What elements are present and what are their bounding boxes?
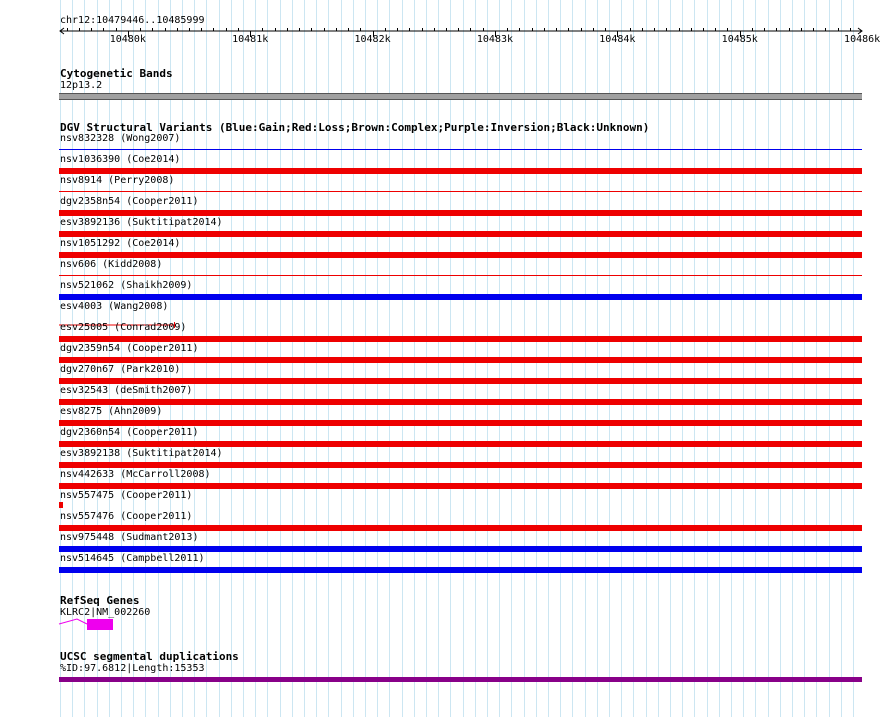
- dgv-variant-label: esv25005 (Conrad2009): [60, 322, 187, 333]
- dgv-variant-label: nsv8914 (Perry2008): [60, 175, 175, 186]
- dgv-variant-bar[interactable]: [59, 483, 862, 489]
- dgv-variant-label: nsv1051292 (Coe2014): [60, 238, 181, 249]
- ruler-tick-label: 10481k: [232, 34, 269, 45]
- dgv-variant-label: nsv606 (Kidd2008): [60, 259, 163, 270]
- dgv-variant-label: dgv2359n54 (Cooper2011): [60, 343, 199, 354]
- dgv-variant-bar[interactable]: [59, 191, 862, 192]
- refseq-gene-label: KLRC2|NM_002260: [60, 607, 151, 618]
- dgv-variant-bar[interactable]: [59, 378, 862, 384]
- dgv-variant-label: esv3892136 (Suktitipat2014): [60, 217, 223, 228]
- dgv-variant-bar[interactable]: [59, 210, 862, 216]
- dgv-variant-label: nsv514645 (Campbell2011): [60, 553, 205, 564]
- dgv-variant-bar[interactable]: [59, 168, 862, 174]
- dgv-variant-label: esv8275 (Ahn2009): [60, 406, 163, 417]
- dgv-variant-label: esv32543 (deSmith2007): [60, 385, 193, 396]
- ruler-axis: [0, 0, 890, 60]
- refseq-track-title[interactable]: RefSeq Genes: [60, 594, 140, 607]
- dgv-variant-label: dgv2358n54 (Cooper2011): [60, 196, 199, 207]
- dgv-variant-label: nsv1036390 (Coe2014): [60, 154, 181, 165]
- segdup-label: %ID:97.6812|Length:15353: [60, 663, 205, 674]
- dgv-variant-label: nsv442633 (McCarroll2008): [60, 469, 211, 480]
- dgv-variant-bar[interactable]: [59, 231, 862, 237]
- dgv-variant-bar[interactable]: [59, 252, 862, 258]
- cytoband-bar[interactable]: [59, 93, 862, 100]
- dgv-variant-bar[interactable]: [59, 336, 862, 342]
- dgv-track-title[interactable]: DGV Structural Variants (Blue:Gain;Red:Loss;Brown:Complex;Purple:Inversion;Black:Unknown): [60, 121, 650, 134]
- cytoband-label: 12p13.2: [60, 80, 103, 91]
- ruler-tick-label: 10484k: [599, 34, 636, 45]
- ruler-tick-label: 10485k: [721, 34, 758, 45]
- cytoband-track-title[interactable]: Cytogenetic Bands: [60, 67, 173, 80]
- dgv-variant-label: nsv557475 (Cooper2011): [60, 490, 193, 501]
- dgv-variant-bar[interactable]: [59, 294, 862, 300]
- ruler-tick-label: 10486k: [844, 34, 881, 45]
- ruler-tick-label: 10480k: [109, 34, 146, 45]
- dgv-variant-label: nsv557476 (Cooper2011): [60, 511, 193, 522]
- dgv-variant-bar[interactable]: [59, 357, 862, 363]
- dgv-variant-bar[interactable]: [59, 420, 862, 426]
- dgv-variant-bar[interactable]: [59, 502, 63, 508]
- ruler-tick-label: 10483k: [476, 34, 514, 45]
- dgv-variant-label: dgv270n67 (Park2010): [60, 364, 181, 375]
- dgv-variant-bar[interactable]: [59, 567, 862, 573]
- dgv-variant-label: nsv521062 (Shaikh2009): [60, 280, 193, 291]
- dgv-variant-label: nsv832328 (Wong2007): [60, 133, 181, 144]
- gene-exon-block: [87, 619, 113, 630]
- dgv-variant-bar[interactable]: [59, 399, 862, 405]
- dgv-variant-bar[interactable]: [59, 546, 862, 552]
- dgv-variant-bar[interactable]: [59, 275, 862, 276]
- ruler-tick-label: 10482k: [354, 34, 391, 45]
- dgv-variant-label: esv4003 (Wang2008): [60, 301, 169, 312]
- dgv-variant-bar[interactable]: [59, 462, 862, 468]
- segdup-bar[interactable]: [59, 677, 862, 682]
- dgv-variant-bar[interactable]: [59, 525, 862, 531]
- refseq-gene-model[interactable]: [55, 615, 125, 633]
- dgv-variant-bar[interactable]: [59, 313, 175, 319]
- dgv-variant-label: nsv975448 (Sudmant2013): [60, 532, 199, 543]
- dgv-variant-bar[interactable]: [59, 441, 862, 447]
- gene-intron-line: [59, 619, 87, 624]
- dgv-variant-bar[interactable]: [59, 149, 862, 150]
- region-label: chr12:10479446..10485999: [60, 15, 205, 26]
- dgv-variant-label: esv3892138 (Suktitipat2014): [60, 448, 223, 459]
- dgv-variant-label: dgv2360n54 (Cooper2011): [60, 427, 199, 438]
- segdup-track-title[interactable]: UCSC segmental duplications: [60, 650, 239, 663]
